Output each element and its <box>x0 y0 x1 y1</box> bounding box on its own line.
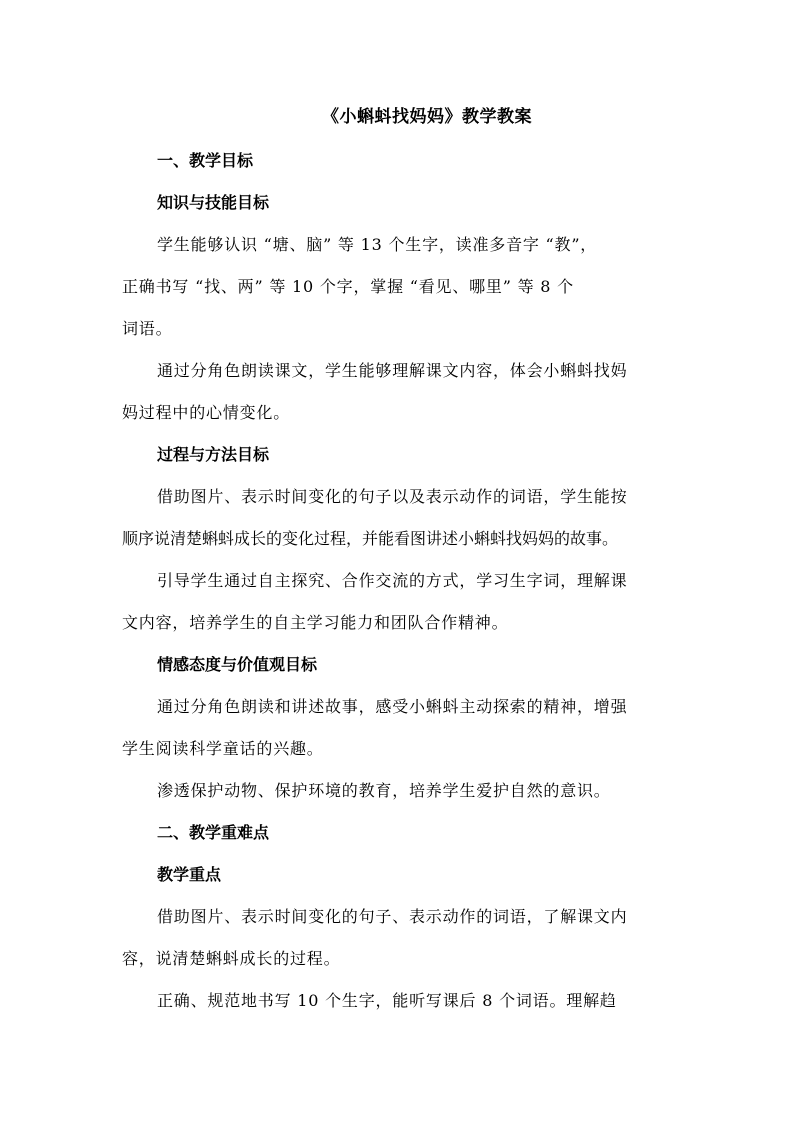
paragraph-line: 文内容，培养学生的自主学习能力和团队合作精神。 <box>122 613 509 632</box>
paragraph-line: 容，说清楚蝌蚪成长的过程。 <box>122 949 341 968</box>
paragraph-line: 渗透保护动物、保护环境的教育，培养学生爱护自然的意识。 <box>157 781 611 800</box>
paragraph-line: 学生阅读科学童话的兴趣。 <box>122 739 324 758</box>
paragraph-line: 词语。 <box>122 319 173 338</box>
paragraph-line: 通过分角色朗读课文，学生能够理解课文内容，体会小蝌蚪找妈 <box>157 361 628 380</box>
paragraph-line: 正确、规范地书写 10 个生字，能听写课后 8 个词语。理解趋 <box>157 991 617 1010</box>
paragraph-line: 妈过程中的心情变化。 <box>122 403 291 422</box>
subheading-process-method: 过程与方法目标 <box>157 445 270 464</box>
subheading-teaching-focus: 教学重点 <box>157 865 222 884</box>
paragraph-line: 通过分角色朗读和讲述故事，感受小蝌蚪主动探索的精神，增强 <box>157 697 628 716</box>
paragraph-line: 借助图片、表示时间变化的句子、表示动作的词语，了解课文内 <box>157 907 628 926</box>
paragraph-line: 学生能够认识 “塘、脑” 等 13 个生字，读准多音字 “教”， <box>157 235 598 254</box>
paragraph-line: 借助图片、表示时间变化的句子以及表示动作的词语，学生能按 <box>157 487 628 506</box>
paragraph-line: 正确书写 “找、两” 等 10 个字，掌握 “看见、哪里” 等 8 个 <box>122 277 574 296</box>
section-heading-key-difficult-points: 二、教学重难点 <box>157 823 270 842</box>
section-heading-teaching-goals: 一、教学目标 <box>157 151 254 170</box>
subheading-emotion-values: 情感态度与价值观目标 <box>157 655 318 674</box>
subheading-knowledge-skills: 知识与技能目标 <box>157 193 270 212</box>
document-title: 《小蝌蚪找妈妈》教学教案 <box>322 107 532 127</box>
paragraph-line: 顺序说清楚蝌蚪成长的变化过程，并能看图讲述小蝌蚪找妈妈的故事。 <box>122 529 619 548</box>
paragraph-line: 引导学生通过自主探究、合作交流的方式，学习生字词，理解课 <box>157 571 628 590</box>
